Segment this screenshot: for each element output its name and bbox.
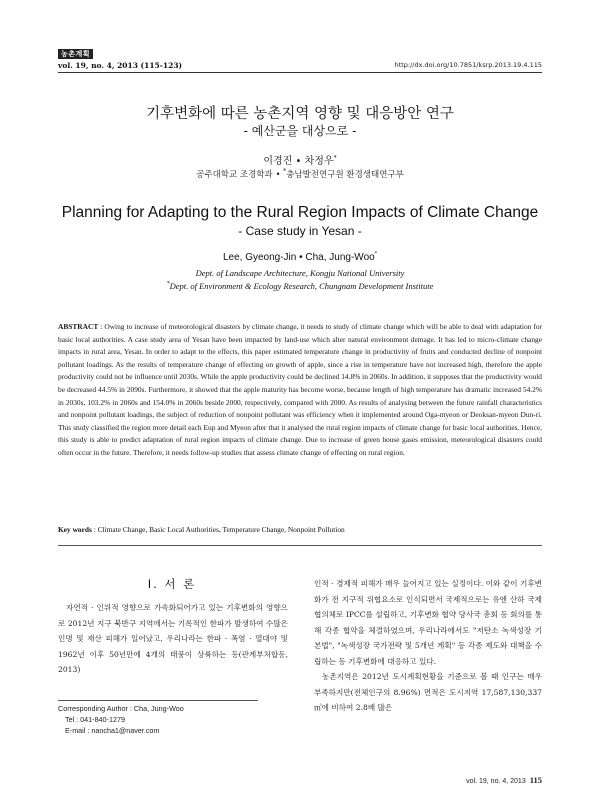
- korean-affiliation-2: 충남발전연구원 환경생태연구부: [286, 170, 404, 180]
- korean-affiliation-1: 공주대학교 조경학과 •: [196, 170, 284, 180]
- english-subtitle: - Case study in Yesan -: [238, 224, 362, 238]
- english-affiliation-1: Dept. of Landscape Architecture, Kongju National University: [195, 268, 405, 278]
- english-author-mark: *: [374, 251, 378, 258]
- right-column: [314, 576, 542, 716]
- corresponding-author-name: Corresponding Author : Cha, Jung-Woo: [58, 704, 184, 713]
- footnote-rule: [58, 700, 258, 701]
- page-number: 115: [529, 775, 542, 785]
- keywords: [58, 525, 542, 534]
- corresponding-author: [58, 703, 184, 736]
- right-column-paragraph-1: 인적 · 경제적 피해가 매우 늘어지고 있는 실정이다. 이와 같이 기후변화가 전 지구적 위협요소로 인식되면서 국제적으로는 유엔 산하 국제 협의체로 IPCC를 설립하고, 기후변화 협약 당사국 총회 등 회의를 통해 각종 협약을 체결하였으며, 우리나라에서도 "저탄소 녹색성장 기본법", "녹색성장 국가전략 및 5개년 계획" 등 각종 제도와 대책을 수립하는 등 기후변화에 대응하고 있다.: [314, 579, 542, 666]
- right-column-paragraph-2: 농촌지역은 2012년 도시계획현황을 기준으로 볼 때 인구는 매우 부족하지만(전체인구의 8.96%) 면적은 도시지역 17,587,130,337㎡에 비하여 2.8배 많은: [314, 672, 542, 712]
- english-affiliation-2: [0, 281, 600, 291]
- english-authors: [0, 252, 600, 263]
- abstract: [58, 321, 542, 460]
- korean-subtitle: - 예산군을 대상으로 -: [243, 124, 357, 138]
- keywords-text: : Climate Change, Basic Local Authorities, Temperature Change, Nonpoint Pollution: [91, 525, 345, 534]
- page-footer: [466, 775, 542, 785]
- english-affiliation-2-mark: *: [166, 281, 170, 288]
- korean-affiliation-mark: *: [283, 168, 287, 176]
- english-title: Planning for Adapting to the Rural Region Impacts of Climate Change: [61, 204, 539, 221]
- corresponding-author-email[interactable]: E-mail : nancha1@naver.com: [65, 726, 160, 735]
- korean-title: 기후변화에 따른 농촌지역 영향 및 대응방안 연구: [146, 106, 454, 122]
- korean-author-mark: *: [333, 154, 337, 162]
- abstract-label: ABSTRACT: [58, 322, 99, 331]
- korean-affiliations: [0, 168, 600, 180]
- section-divider: [58, 545, 542, 546]
- footer-volume: vol. 19, no. 4, 2013: [466, 778, 526, 785]
- abstract-text: : Owing to increase of meteorological disasters by climate change, it needs to study of climate change which will be able to deal with adaptation for basic local authorities. A case study area of Yesan have been impacted by land-use which alter natural environment demage. It has led to micro-climate change impacts in rural area, Yesan. In order to adapt to the effects, this paper estimated temperature change in productivity of fruits and conducted decline of nonpoint pollutant loadings. As the results of temperature change of effecting on growth of apple, since a rise in temperature have not increased high, therefore the apple productivity could not be influence until 2030s. While the apple productivity could be declined 14.8% in 2060s. In addition, it supposes that the productivity would be decreased 44.5% in 2090s. Furthermore, it showed that the apple maturity has become worse, because length of high temperature has dramatic increased 54.2% in 2030s, 103.2% in 2060s and 154.0% in 2060s beside 2000, respectively, compared with 2000. As results of analysing between the future rainfall characteristics and nonpoint pollutant loadings, the subject of reduction of nonpoint pollutant was efficiency when it implemented around Oga-myeon or Deoksan-myeon Dun-ri. This study classified the region more detail each Eup and Myeon after that it analysed the rural region impacts of climate change for basic local authorities. Hence, this study is able to predict adaptation of rural region impacts of climate change. Due to increase of green house gases emission, meteorological disasters could often occur in the future. Therefore, it needs follow-up studies that assess climate change of effecting on rural region.: [58, 322, 542, 457]
- korean-author-names: 이경진 • 차정우: [263, 156, 334, 167]
- korean-authors: [0, 152, 600, 167]
- corresponding-author-tel: Tel : 041-840-1279: [65, 715, 125, 724]
- left-column-paragraph: 자연적 · 인위적 영향으로 가속화되어가고 있는 기후변화의 영향으로 2012년 지구 북반구 지역에서는 기록적인 한파가 발생하여 수많은 인명 및 재산 피해가 일어났고, 우리나라는 한파 · 폭염 · 열대야 및 1962년 이후 50년만에 4개의 태풍이 상륙하는 등(관계부처합동, 2013): [58, 603, 288, 674]
- header-rule: [58, 72, 542, 73]
- left-column: [58, 600, 288, 678]
- volume-line: vol. 19, no. 4, 2013 (115-123): [58, 61, 183, 70]
- english-affiliation-2-text: Dept. of Environment & Ecology Research, Chungnam Development Institute: [169, 281, 434, 291]
- doi-link[interactable]: http://dx.doi.org/10.7851/ksrp.2013.19.4.115: [394, 61, 542, 69]
- section-heading-introduction: I. 서 론: [147, 577, 197, 591]
- keywords-label: Key words: [58, 525, 92, 534]
- journal-badge: 농촌계획: [58, 49, 93, 59]
- english-author-names: Lee, Gyeong-Jin • Cha, Jung-Woo: [222, 252, 375, 263]
